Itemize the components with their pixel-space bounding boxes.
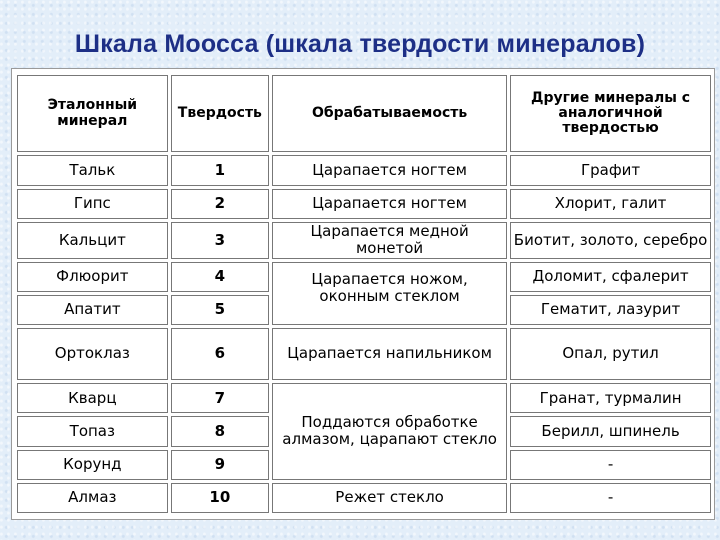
mohs-table [14,72,714,516]
others-cell: - [510,450,711,480]
hardness-cell: 5 [171,295,269,325]
processability-cell: Царапается ногтем [272,155,507,185]
mineral-cell: Флюорит [17,262,168,292]
hardness-cell: 1 [171,155,269,185]
others-cell: Гранат, турмалин [510,383,711,413]
header-others: Другие минералы с аналогичной твердостью [510,75,711,152]
others-cell: Опал, рутил [510,328,711,380]
hardness-cell: 9 [171,450,269,480]
table-row [17,383,711,413]
processability-cell: Поддаются обработке алмазом, царапают стекло [272,383,507,480]
table-row [17,222,711,259]
page-title: Шкала Моосса (шкала твердости минералов) [74,30,646,58]
hardness-cell: 7 [171,383,269,413]
processability-cell: Царапается медной монетой [272,222,507,259]
mineral-cell: Гипс [17,189,168,219]
header-hardness: Твердость [171,75,269,152]
hardness-cell: 8 [171,416,269,446]
hardness-cell: 10 [171,483,269,513]
hardness-cell: 3 [171,222,269,259]
others-cell: Биотит, золото, серебро [510,222,711,259]
header-mineral: Эталонный минерал [17,75,168,152]
others-cell: Гематит, лазурит [510,295,711,325]
hardness-cell: 4 [171,262,269,292]
header-row [17,75,711,152]
mineral-cell: Апатит [17,295,168,325]
mineral-cell: Ортоклаз [17,328,168,380]
table-row [17,189,711,219]
mineral-cell: Корунд [17,450,168,480]
others-cell: Графит [510,155,711,185]
mineral-cell: Кальцит [17,222,168,259]
mineral-cell: Алмаз [17,483,168,513]
processability-cell: Режет стекло [272,483,507,513]
mineral-cell: Тальк [17,155,168,185]
table-row [17,262,711,292]
others-cell: Берилл, шпинель [510,416,711,446]
processability-cell: Царапается напильником [272,328,507,380]
table-row [17,328,711,380]
hardness-cell: 6 [171,328,269,380]
table-row [17,483,711,513]
others-cell: Доломит, сфалерит [510,262,711,292]
header-processability: Обрабатываемость [272,75,507,152]
processability-cell: Царапается ножом, оконным стеклом [272,262,507,325]
others-cell: - [510,483,711,513]
processability-cell: Царапается ногтем [272,189,507,219]
table-row [17,155,711,185]
mineral-cell: Топаз [17,416,168,446]
hardness-cell: 2 [171,189,269,219]
mineral-cell: Кварц [17,383,168,413]
others-cell: Хлорит, галит [510,189,711,219]
